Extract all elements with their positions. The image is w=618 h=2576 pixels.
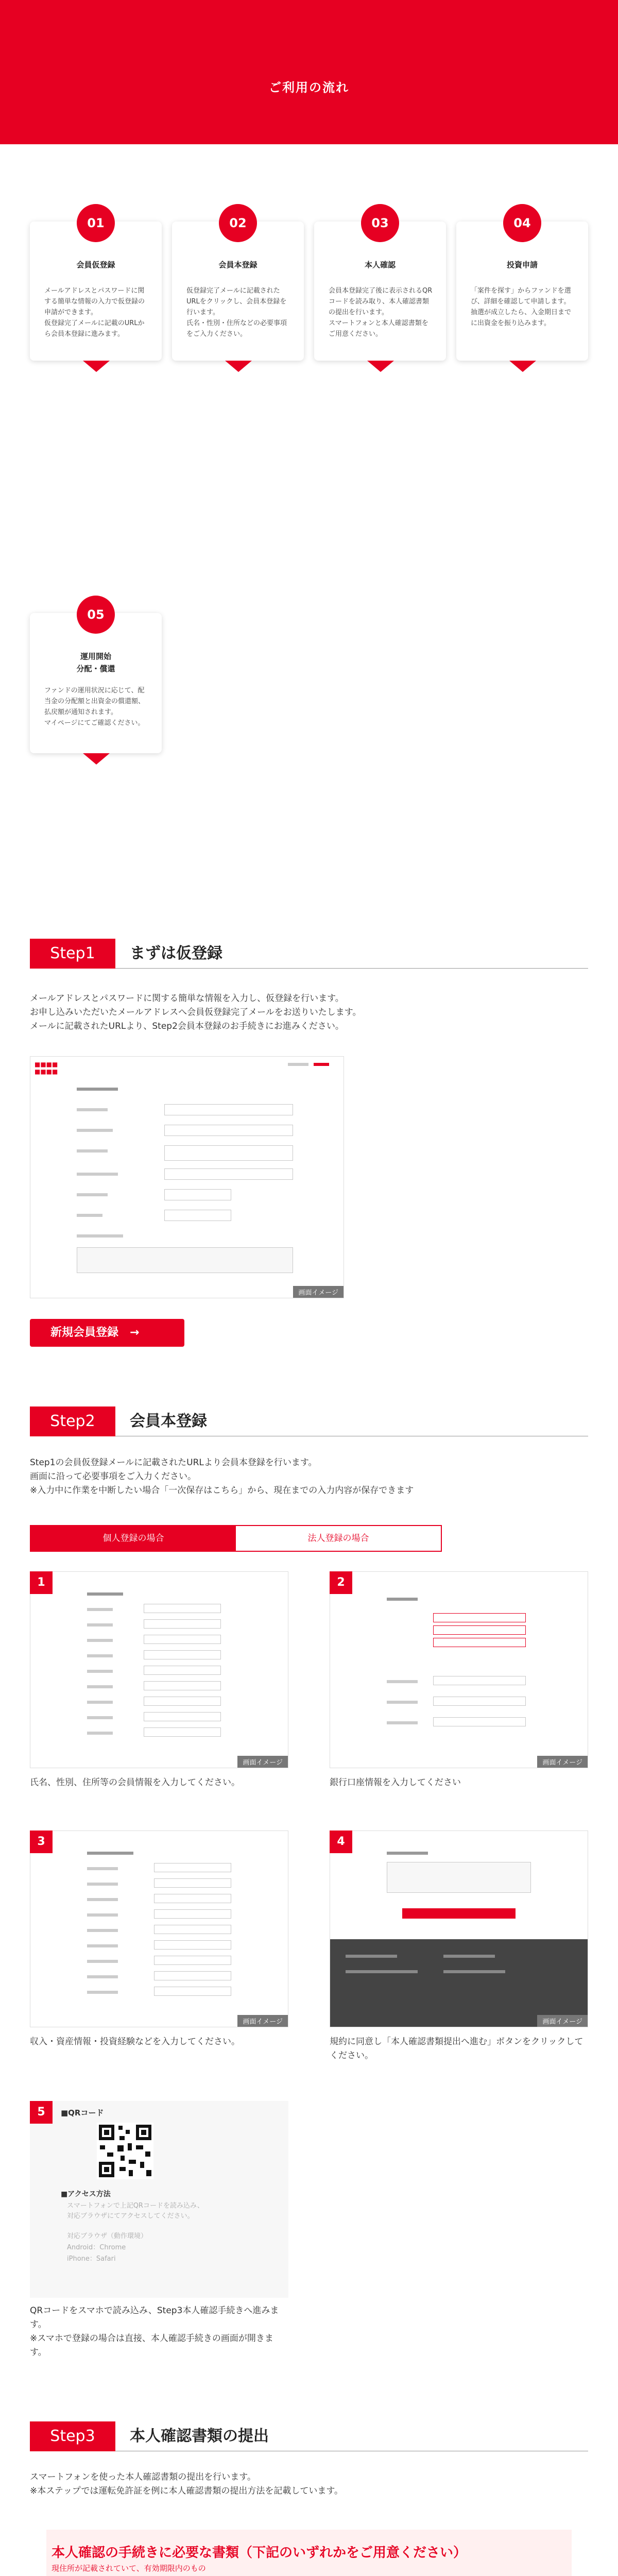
item-number: 2 <box>330 1571 352 1594</box>
step2-screenshot-3 <box>30 1831 288 2027</box>
item-number: 4 <box>330 1831 352 1853</box>
step1-screenshot: ■■■■ ■■■■ 画面イメージ <box>30 1056 344 1298</box>
step2-description: Step1の会員仮登録メールに記載されたURLより会員本登録を行います。 画面に沿って必要事項をご入力ください。 ※入力中に作業を中断したい場合「一次保存はこちら」から、現在までの入力内容が保存できます <box>30 1458 414 1496</box>
flow-card-01 <box>30 216 162 361</box>
page-title: ご利用の流れ <box>269 80 349 95</box>
step1-description: メールアドレスとパスワードに関する簡単な情報を入力し、仮登録を行います。 お申し込みいただいたメールアドレスへ会員仮登録完了メールをお送りいたします。 メールに記載されたURLより、Step2会員本登録のお手続きにお進みください。 <box>30 993 362 1031</box>
flow-title: 会員仮登録 <box>76 260 115 269</box>
image-badge: 画面イメージ <box>537 1756 588 1768</box>
down-triangle-icon <box>83 361 110 372</box>
tab-individual[interactable]: 個人登録の場合 <box>31 1526 236 1551</box>
registration-type-tabs <box>30 1525 442 1552</box>
image-badge: 画面イメージ <box>237 2015 288 2027</box>
flow-card-02 <box>172 216 304 361</box>
qr-label: ■QRコード <box>61 2108 104 2117</box>
step-title: まずは仮登録 <box>130 944 222 962</box>
browser-requirements: 対応ブラウザ（動作環境） Android：Chrome iPhone：Safari <box>67 2232 148 2263</box>
access-label: ■アクセス方法 <box>61 2190 111 2198</box>
item-caption: 収入・資産情報・投資経験などを入力してください。 <box>30 2037 240 2047</box>
flow-desc: 会員本登録完了後に表示されるQRコードを読み取り、本人確認書類の提出を行います。 スマートフォンと本人確認書類をご用意ください。 <box>329 287 433 338</box>
item-caption: 氏名、性別、住所等の会員情報を入力してください。 <box>30 1777 240 1788</box>
step-tag: Step2 <box>30 1406 115 1436</box>
flow-card-05 <box>30 607 162 753</box>
id-documents-box <box>46 2530 572 2576</box>
flow-desc: ファンドの運用状況に応じて、配当金の分配額と出資金の償還額、払戻額が通知されます。 マイページにてご確認ください。 <box>44 687 145 727</box>
step2-screenshot-4 <box>330 1831 588 2027</box>
down-triangle-icon <box>509 361 536 372</box>
flow-title: 会員本登録 <box>218 260 258 269</box>
flow-card-04 <box>456 216 588 361</box>
flow-number: 04 <box>503 204 541 242</box>
step-tag: Step1 <box>30 939 115 969</box>
step2-screenshot-5 <box>30 2101 288 2298</box>
item-caption: 銀行口座情報を入力してください <box>330 1777 461 1788</box>
flow-title: 運用開始 分配・償還 <box>76 652 115 673</box>
step2-heading <box>30 1406 588 1436</box>
item-number: 1 <box>30 1571 53 1594</box>
id-box-subtitle: 現住所が記載されていて、有効期限内のもの <box>52 2564 206 2573</box>
step-tag: Step3 <box>30 2421 115 2451</box>
flow-desc: 「案件を探す」からファンドを選び、詳細を確認して申請します。 抽選が成立したら、入金期日までに出資金を振り込みます。 <box>471 287 572 327</box>
down-triangle-icon <box>83 753 110 765</box>
image-badge: 画面イメージ <box>293 1286 344 1298</box>
flow-desc: 仮登録完了メールに記載されたURLをクリックし、会員本登録を行います。 氏名・性別・住所などの必要事項をご入力ください。 <box>186 287 287 338</box>
tab-corporate[interactable]: 法人登録の場合 <box>236 1526 441 1551</box>
flow-number: 03 <box>361 204 399 242</box>
step3-heading <box>30 2421 588 2451</box>
step2-screenshot-2 <box>330 1571 588 1768</box>
register-button[interactable]: 新規会員登録 → <box>30 1319 184 1347</box>
down-triangle-icon <box>225 361 252 372</box>
flow-number: 05 <box>77 596 115 634</box>
flow-card-03 <box>314 216 446 361</box>
hero-banner <box>0 0 618 144</box>
down-triangle-icon <box>367 361 394 372</box>
qr-code-icon <box>97 2123 153 2179</box>
flow-number: 01 <box>77 204 115 242</box>
step1-heading <box>30 939 588 969</box>
item-caption: QRコードをスマホで読み込み、Step3本人確認手続きへ進みます。 ※スマホで登録の場合は直接、本人確認手続きの画面が開きます。 <box>30 2306 279 2358</box>
step3-description: スマートフォンを使った本人確認書類の提出を行います。 ※本ステップでは運転免許証を例に本人確認書類の提出方法を記載しています。 <box>30 2472 344 2496</box>
access-note: スマートフォンで上記QRコードを読み込み、 対応ブラウザにてアクセスしてください。 <box>67 2202 204 2220</box>
step2-screenshot-1 <box>30 1571 288 1768</box>
flow-desc: メールアドレスとパスワードに関する簡単な情報の入力で仮登録の申請ができます。 仮登録完了メールに記載のURLから会員本登録に進みます。 <box>44 287 145 338</box>
item-caption: 規約に同意し「本人確認書類提出へ進む」ボタンをクリックしてください。 <box>330 2037 583 2061</box>
image-badge: 画面イメージ <box>237 1756 288 1768</box>
id-box-title: 本人確認の手続きに必要な書類（下記のいずれかをご用意ください） <box>52 2545 467 2561</box>
step-title: 本人確認書類の提出 <box>130 2427 269 2445</box>
flow-title: 本人確認 <box>364 260 396 269</box>
item-number: 3 <box>30 1831 53 1853</box>
image-badge: 画面イメージ <box>537 2015 588 2027</box>
flow-number: 02 <box>219 204 257 242</box>
step-title: 会員本登録 <box>130 1412 207 1430</box>
item-number: 5 <box>30 2101 53 2124</box>
flow-title: 投資申請 <box>506 260 538 269</box>
